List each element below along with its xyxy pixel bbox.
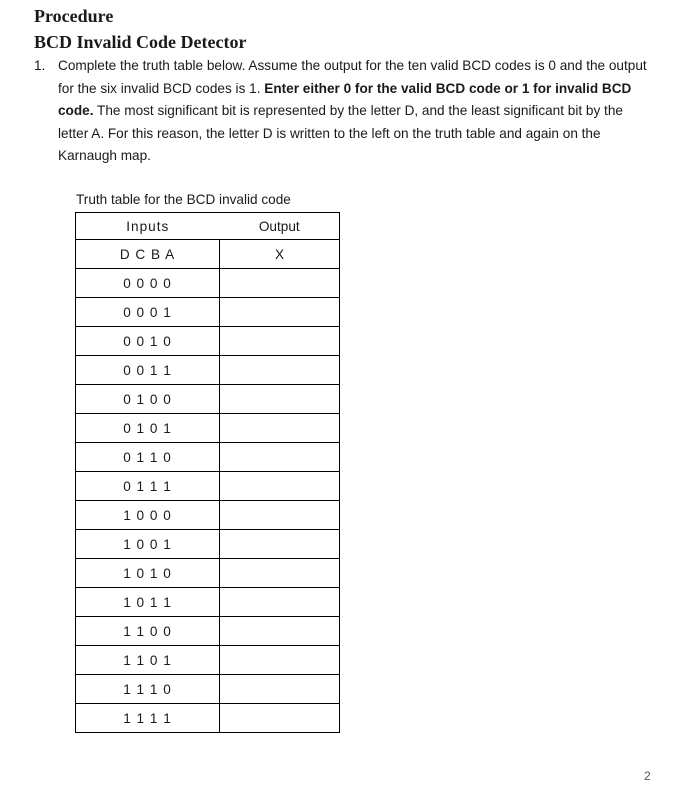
instruction-step <box>34 55 654 168</box>
table-row <box>76 298 340 327</box>
input-combination: 1 0 1 1 <box>76 588 220 617</box>
input-combination: 1 1 0 0 <box>76 617 220 646</box>
table-row <box>76 472 340 501</box>
input-combination: 1 1 1 0 <box>76 675 220 704</box>
output-cell[interactable] <box>220 269 340 298</box>
input-combination: 0 1 1 1 <box>76 472 220 501</box>
inputs-header: Inputs <box>76 213 220 240</box>
page-number: 2 <box>644 769 651 783</box>
output-cell[interactable] <box>220 675 340 704</box>
table-row <box>76 327 340 356</box>
step-text-outro: The most significant bit is represented by the letter D, and the least significant bit by the letter A. For this reason, the letter D is written to the left on the truth table and again on the Karnaugh map. <box>58 103 623 163</box>
output-cell[interactable] <box>220 559 340 588</box>
output-cell[interactable] <box>220 298 340 327</box>
output-cell[interactable] <box>220 501 340 530</box>
input-combination: 1 0 0 0 <box>76 501 220 530</box>
output-cell[interactable] <box>220 414 340 443</box>
table-row <box>76 443 340 472</box>
variables-row <box>76 240 340 269</box>
section-heading: Procedure <box>34 6 114 26</box>
table-header-row <box>76 213 340 240</box>
table-row <box>76 385 340 414</box>
step-text-emphasis: Enter either 0 for the valid BCD code or 1 for invalid BCD code. <box>58 80 632 118</box>
page-title: BCD Invalid Code Detector <box>34 32 247 52</box>
output-cell[interactable] <box>220 472 340 501</box>
table-row <box>76 269 340 298</box>
input-combination: 1 0 1 0 <box>76 559 220 588</box>
input-combination: 1 1 0 1 <box>76 646 220 675</box>
output-cell[interactable] <box>220 327 340 356</box>
output-header: Output <box>220 213 340 240</box>
table-row <box>76 675 340 704</box>
input-combination: 0 0 0 0 <box>76 269 220 298</box>
table-row <box>76 646 340 675</box>
output-cell[interactable] <box>220 356 340 385</box>
input-combination: 0 1 1 0 <box>76 443 220 472</box>
table-row <box>76 617 340 646</box>
table-row <box>76 356 340 385</box>
output-cell[interactable] <box>220 704 340 733</box>
table-row <box>76 414 340 443</box>
output-cell[interactable] <box>220 530 340 559</box>
output-cell[interactable] <box>220 385 340 414</box>
input-combination: 0 0 1 1 <box>76 356 220 385</box>
variables-label: D C B A <box>76 240 220 269</box>
table-caption: Truth table for the BCD invalid code <box>76 192 291 207</box>
table-row <box>76 501 340 530</box>
table-row <box>76 530 340 559</box>
input-combination: 0 1 0 0 <box>76 385 220 414</box>
input-combination: 0 0 0 1 <box>76 298 220 327</box>
output-cell[interactable] <box>220 646 340 675</box>
input-combination: 1 0 0 1 <box>76 530 220 559</box>
step-text-intro: Complete the truth table below. Assume the output for the ten valid BCD codes is 0 and the output for the six invalid BCD codes is 1. <box>58 58 647 96</box>
step-number: 1. <box>34 58 46 73</box>
table-row <box>76 588 340 617</box>
table-row <box>76 559 340 588</box>
output-cell[interactable] <box>220 617 340 646</box>
input-combination: 0 1 0 1 <box>76 414 220 443</box>
table-row <box>76 704 340 733</box>
output-cell[interactable] <box>220 443 340 472</box>
step-text <box>58 55 654 168</box>
input-combination: 0 0 1 0 <box>76 327 220 356</box>
output-variable-label: X <box>220 240 340 269</box>
input-combination: 1 1 1 1 <box>76 704 220 733</box>
output-cell[interactable] <box>220 588 340 617</box>
truth-table <box>75 212 340 733</box>
